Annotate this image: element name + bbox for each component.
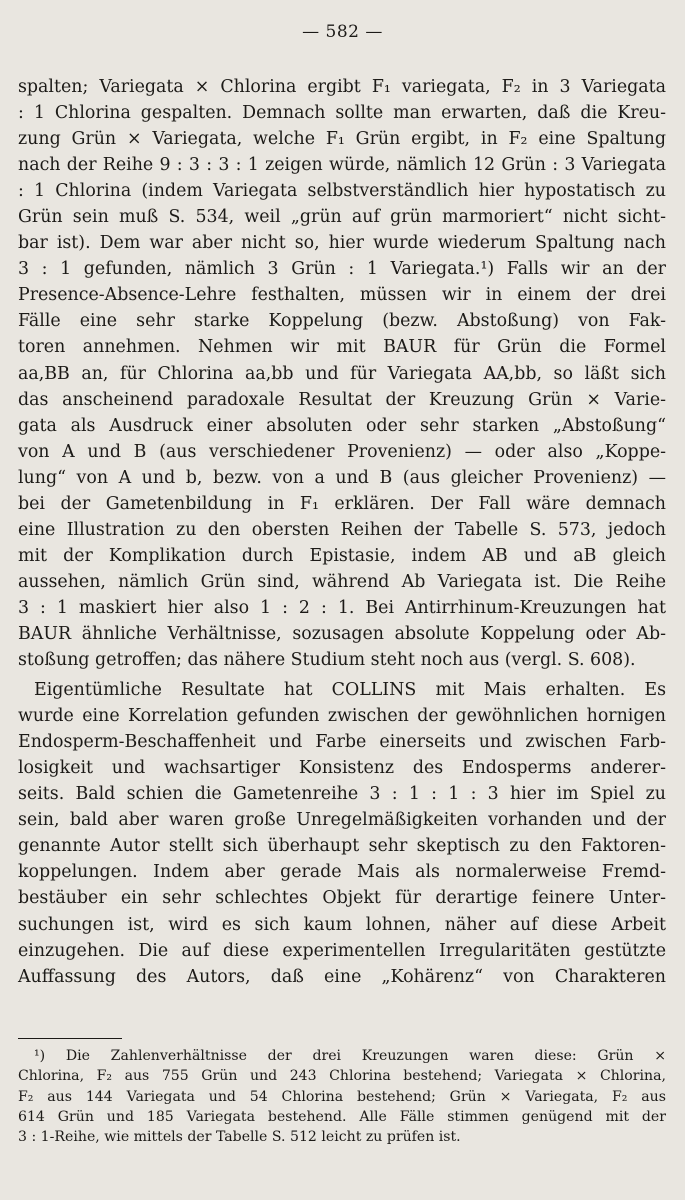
text-line: toren annehmen. Nehmen wir mit BAUR für Grün die Formel: [18, 337, 666, 358]
text-line: Eigentümliche Resultate hat COLLINS mit Mais erhalten. Es: [34, 680, 666, 701]
footnote: [18, 1046, 666, 1147]
text-line: seits. Bald schien die Gametenreihe 3 : 1 : 1 : 3 hier im Spiel zu: [18, 784, 666, 805]
text-line: Auffassung des Autors, daß eine „Kohärenz“ von Charakteren: [18, 966, 666, 987]
body-text: [18, 74, 666, 990]
text-line: zung Grün × Variegata, welche F₁ Grün ergibt, in F₂ eine Spaltung: [18, 129, 666, 150]
text-line: nach der Reihe 9 : 3 : 3 : 1 zeigen würde, nämlich 12 Grün : 3 Variegata: [18, 155, 666, 176]
footnote-line: ¹) Die Zahlenverhältnisse der drei Kreuzungen waren diese: Grün ×: [34, 1048, 666, 1064]
paragraph-2: [18, 677, 666, 990]
text-line: stoßung getroffen; das nähere Studium steht noch aus (vergl. S. 608).: [18, 650, 636, 671]
text-line: Grün sein muß S. 534, weil „grün auf grün marmoriert“ nicht sicht-: [18, 207, 666, 228]
text-line: aussehen, nämlich Grün sind, während Ab Variegata ist. Die Reihe: [18, 571, 666, 592]
text-line: 3 : 1 gefunden, nämlich 3 Grün : 1 Variegata.¹) Falls wir an der: [18, 259, 666, 280]
text-line: koppelungen. Indem aber gerade Mais als normalerweise Fremd-: [18, 862, 666, 883]
text-line: sein, bald aber waren große Unregelmäßigkeiten vorhanden und der: [18, 810, 666, 831]
footnote-line: F₂ aus 144 Variegata und 54 Chlorina bestehend; Grün × Variegata, F₂ aus: [18, 1088, 666, 1105]
text-line: mit der Komplikation durch Epistasie, indem AB und aB gleich: [18, 545, 666, 566]
text-line: suchungen ist, wird es sich kaum lohnen, näher auf diese Arbeit: [18, 914, 666, 935]
text-line: aa,BB an, für Chlorina aa,bb und für Variegata AA,bb, so läßt sich: [18, 363, 666, 384]
footnote-line: 3 : 1-Reihe, wie mittels der Tabelle S. 512 leicht zu prüfen ist.: [18, 1129, 461, 1146]
text-line: spalten; Variegata × Chlorina ergibt F₁ variegata, F₂ in 3 Variegata: [18, 77, 666, 97]
text-line: Fälle eine sehr starke Koppelung (bezw. Abstoßung) von Fak-: [18, 311, 666, 332]
text-line: : 1 Chlorina (indem Variegata selbstverständlich hier hypostatisch zu: [18, 181, 666, 202]
text-line: : 1 Chlorina gespalten. Demnach sollte man erwarten, daß die Kreu-: [18, 103, 666, 124]
text-line: BAUR ähnliche Verhältnisse, sozusagen absolute Koppelung oder Ab-: [18, 623, 666, 644]
text-line: bei der Gametenbildung in F₁ erklären. Der Fall wäre demnach: [18, 493, 666, 514]
text-line: wurde eine Korrelation gefunden zwischen der gewöhnlichen hornigen: [18, 706, 666, 727]
text-line: das anscheinend paradoxale Resultat der Kreuzung Grün × Varie-: [18, 389, 666, 410]
text-line: gata als Ausdruck einer absoluten oder sehr starken „Abstoßung“: [18, 415, 666, 436]
text-line: losigkeit und wachsartiger Konsistenz des Endosperms anderer-: [18, 758, 666, 779]
text-line: eine Illustration zu den obersten Reihen der Tabelle S. 573, jedoch: [18, 519, 666, 540]
paragraph-1: [18, 74, 666, 673]
footnote-line: 614 Grün und 185 Variegata bestehend. Alle Fälle stimmen genügend mit der: [18, 1108, 666, 1125]
footnote-divider: [18, 1038, 122, 1039]
text-line: bar ist). Dem war aber nicht so, hier wurde wiederum Spaltung nach: [18, 233, 666, 254]
text-line: Presence-Absence-Lehre festhalten, müssen wir in einem der drei: [18, 285, 666, 306]
footnote-line: Chlorina, F₂ aus 755 Grün und 243 Chlorina bestehend; Variegata × Chlorina,: [18, 1068, 666, 1085]
text-line: von A und B (aus verschiedener Provenienz) — oder also „Koppe-: [18, 441, 666, 462]
page-number: — 582 —: [302, 22, 383, 42]
text-line: einzugehen. Die auf diese experimentellen Irregularitäten gestützte: [18, 940, 666, 961]
text-line: lung“ von A und b, bezw. von a und B (aus gleicher Provenienz) —: [18, 467, 666, 488]
text-line: 3 : 1 maskiert hier also 1 : 2 : 1. Bei Antirrhinum-Kreuzungen hat: [18, 597, 666, 618]
text-line: Endosperm-Beschaffenheit und Farbe einerseits und zwischen Farb-: [18, 732, 666, 753]
text-line: bestäuber ein sehr schlechtes Objekt für derartige feinere Unter-: [18, 888, 666, 909]
text-line: genannte Autor stellt sich überhaupt sehr skeptisch zu den Faktoren-: [18, 836, 666, 857]
